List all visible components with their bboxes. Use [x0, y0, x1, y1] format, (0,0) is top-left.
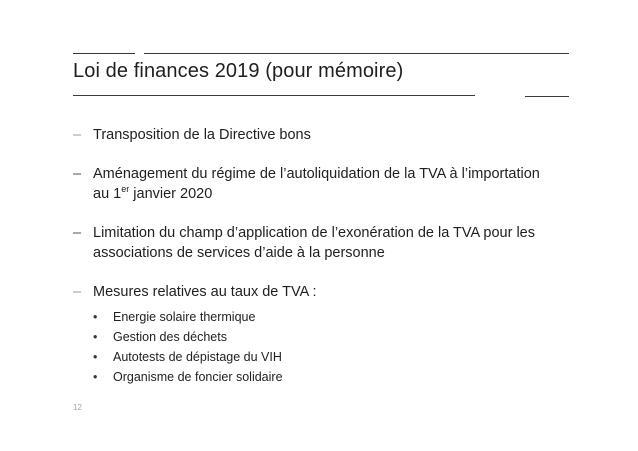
title-underline [525, 96, 569, 97]
bullet-text-line-1: Aménagement du régime de l’autoliquidation de la TVA à l’importation [93, 166, 540, 182]
bullet-text-line-2: au 1er janvier 2020 [93, 184, 213, 202]
dot-marker: • [93, 310, 98, 324]
dash-marker: – [73, 166, 82, 182]
dash-marker: – [73, 284, 82, 300]
sub-bullet-text: Autotests de dépistage du VIH [113, 350, 282, 364]
title-underline [73, 95, 475, 96]
bullet-list [73, 125, 573, 406]
sub-bullet-text: Energie solaire thermique [113, 310, 256, 324]
page-number: 12 [73, 403, 82, 412]
bullet-item [73, 125, 573, 145]
bullet-text: Transposition de la Directive bons [93, 127, 311, 143]
dot-marker: • [93, 350, 98, 364]
sub-bullet-list [93, 307, 573, 387]
sub-bullet-item [93, 307, 573, 327]
dot-marker: • [93, 370, 98, 384]
bullet-text: Mesures relatives au taux de TVA : [93, 284, 317, 300]
dash-marker: – [73, 225, 82, 241]
dash-marker: – [73, 127, 82, 143]
sub-bullet-text: Organisme de foncier solidaire [113, 370, 283, 384]
bullet-item [73, 282, 573, 387]
bullet-item [73, 164, 573, 204]
dot-marker: • [93, 330, 98, 344]
sub-bullet-text: Gestion des déchets [113, 330, 227, 344]
slide-title: Loi de finances 2019 (pour mémoire) [73, 60, 404, 82]
sub-bullet-item [93, 327, 573, 347]
bullet-text-line-2: associations de services d’aide à la personne [93, 245, 385, 261]
bullet-item [73, 223, 573, 263]
sub-bullet-item [93, 367, 573, 387]
bullet-text-line-1: Limitation du champ d’application de l’exonération de la TVA pour les [93, 225, 535, 241]
top-rule [144, 53, 569, 54]
top-rule [73, 53, 135, 54]
sub-bullet-item [93, 347, 573, 367]
